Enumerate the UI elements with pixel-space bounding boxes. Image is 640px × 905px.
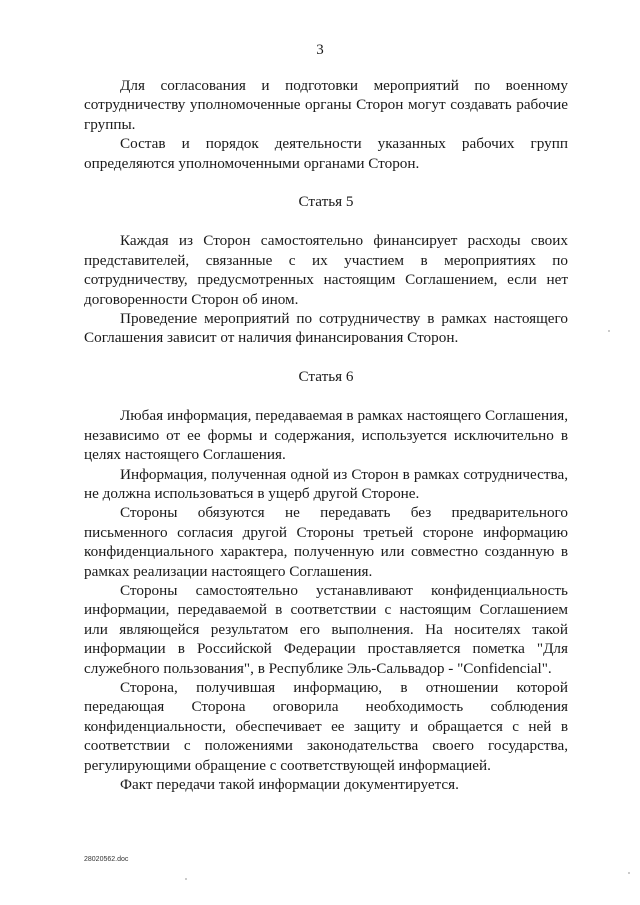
paragraph: Проведение мероприятий по сотрудничеству в рамках настоящего Соглашения зависит от наличия финансирования Сторон. xyxy=(84,310,568,347)
paragraph: Информация, полученная одной из Сторон в рамках сотрудничества, не должна использоваться в ущерб другой Стороне. xyxy=(84,465,568,502)
paragraph: Стороны обязуются не передавать без предварительного письменного согласия другой Стороны третьей стороне информацию конфиденциального характера, полученную или совместно созданную в рамках реализации настоящего Соглашения. xyxy=(84,504,568,580)
document-body xyxy=(84,76,568,794)
scan-speck xyxy=(185,878,187,880)
paragraph: Для согласования и подготовки мероприятий по военному сотрудничеству уполномоченные органы Сторон могут создавать рабочие группы. xyxy=(84,77,568,133)
paragraph: Стороны самостоятельно устанавливают конфиденциальность информации, передаваемой в соответствии с настоящим Соглашением или являющейся результатом его выполнения. На носителях такой информации в Российской Федерации проставляется пометка "Для служебного пользования", в Республике Эль-Сальвадор - "Confidencial". xyxy=(84,581,568,677)
page-number: 3 xyxy=(316,42,324,58)
paragraph: Любая информация, передаваемая в рамках настоящего Соглашения, независимо от ее формы и содержания, используется исключительно в целях настоящего Соглашения. xyxy=(84,407,568,464)
article-heading: Статья 5 xyxy=(298,193,354,211)
paragraph: Состав и порядок деятельности указанных рабочих групп определяются уполномоченными органами Сторон. xyxy=(84,135,568,172)
paragraph: Каждая из Сторон самостоятельно финансирует расходы своих представителей, связанные с их участием в мероприятиях по сотрудничеству, предусмотренных настоящим Соглашением, если нет договоренности Сторон об ином. xyxy=(84,232,568,308)
scan-speck xyxy=(608,330,610,332)
article-heading: Статья 6 xyxy=(298,367,354,385)
footer-filename: 28020562.doc xyxy=(84,856,129,863)
paragraph: Факт передачи такой информации документируется. xyxy=(120,776,459,793)
scan-speck xyxy=(628,872,630,874)
paragraph: Сторона, получившая информацию, в отношении которой передающая Сторона оговорила необходимость соблюдения конфиденциальности, обеспечивает ее защиту и обращается с ней в соответствии с положениями законодательства своего государства, регулирующими обращение с соответствующей информацией. xyxy=(84,678,568,774)
